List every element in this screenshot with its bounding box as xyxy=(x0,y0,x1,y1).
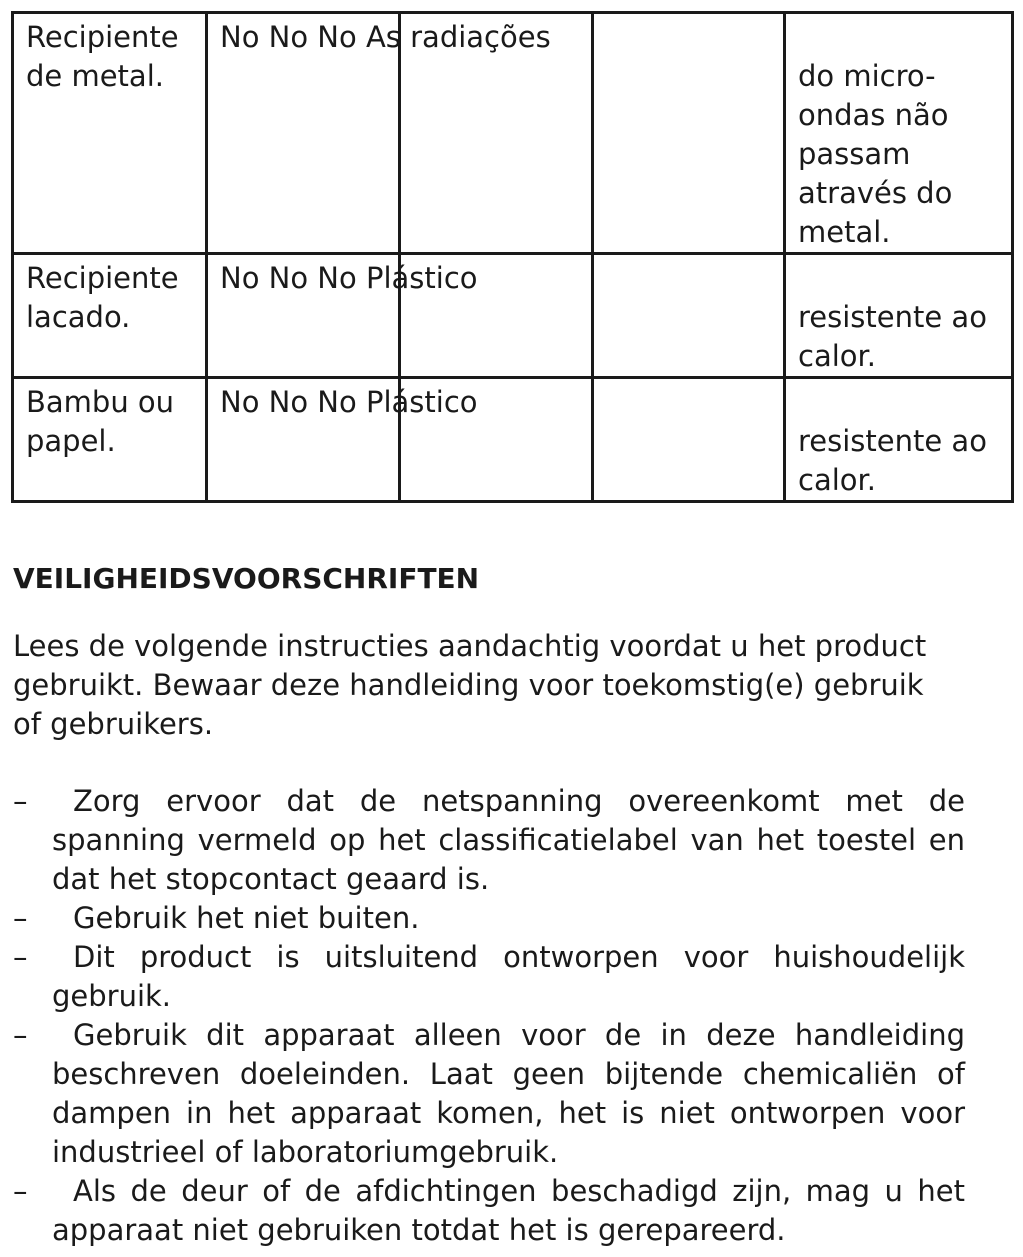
list-item-text: Gebruik het niet buiten. xyxy=(73,901,420,935)
usage-cell xyxy=(207,378,478,502)
usage-label: No No No Plástico xyxy=(220,385,478,419)
usage-label: No No No Plástico xyxy=(220,261,478,295)
usage-cell xyxy=(207,254,478,378)
list-item-text: Als de deur of de afdichtingen beschadigd zijn, mag u het apparaat niet gebruiken totdat het is gerepareerd. xyxy=(52,1174,965,1247)
notes-cell xyxy=(785,378,1013,502)
notes-label: resistente ao calor. xyxy=(798,300,987,373)
dash-bullet: – xyxy=(13,940,28,974)
table-row xyxy=(13,254,1013,378)
usage-cell xyxy=(207,13,551,254)
list-item xyxy=(13,1016,965,1172)
notes-cell xyxy=(785,254,1013,378)
material-label: Recipiente de metal. xyxy=(26,20,179,93)
empty-cell xyxy=(593,254,785,378)
notes-label: resistente ao calor. xyxy=(798,424,987,497)
table-row xyxy=(13,378,1013,502)
dash-bullet: – xyxy=(13,1018,28,1052)
material-label: Bambu ou papel. xyxy=(26,385,175,458)
material-cell xyxy=(13,13,207,254)
safety-rules-list xyxy=(13,782,965,1250)
list-item xyxy=(13,782,965,899)
material-label: Recipiente lacado. xyxy=(26,261,179,334)
dash-bullet: – xyxy=(13,784,28,818)
notes-label: do micro- ondas não passam através do metal. xyxy=(798,59,953,249)
list-item xyxy=(13,899,965,938)
material-cell xyxy=(13,378,207,502)
table-row xyxy=(13,13,1013,254)
empty-cell xyxy=(593,13,785,254)
section-title: VEILIGHEIDSVOORSCHRIFTEN xyxy=(13,562,480,595)
list-item-text: Gebruik dit apparaat alleen voor de in deze handleiding beschreven doeleinden. Laat geen bijtende chemicaliën of dampen in het apparaat komen, het is niet ontworpen voor industrieel of laboratoriumgebruik. xyxy=(52,1018,965,1169)
dash-bullet: – xyxy=(13,901,28,935)
list-item-text: Zorg ervoor dat de netspanning overeenkomt met de spanning vermeld op het classificatielabel van het toestel en dat het stopcontact geaard is. xyxy=(52,784,965,896)
list-item xyxy=(13,1172,965,1250)
dash-bullet: – xyxy=(13,1174,28,1208)
list-item xyxy=(13,938,965,1016)
microwave-container-table-wrap xyxy=(11,11,1011,497)
microwave-container-table xyxy=(11,11,1014,503)
intro-paragraph: Lees de volgende instructies aandachtig voordat u het product gebruikt. Bewaar deze handleiding voor toekomstig(e) gebruik of gebruikers. xyxy=(13,629,927,741)
list-item-text: Dit product is uitsluitend ontworpen voor huishoudelijk gebruik. xyxy=(52,940,965,1013)
usage-label: No No No As radiações xyxy=(220,20,551,54)
notes-cell xyxy=(785,13,1013,254)
material-cell xyxy=(13,254,207,378)
empty-cell xyxy=(593,378,785,502)
